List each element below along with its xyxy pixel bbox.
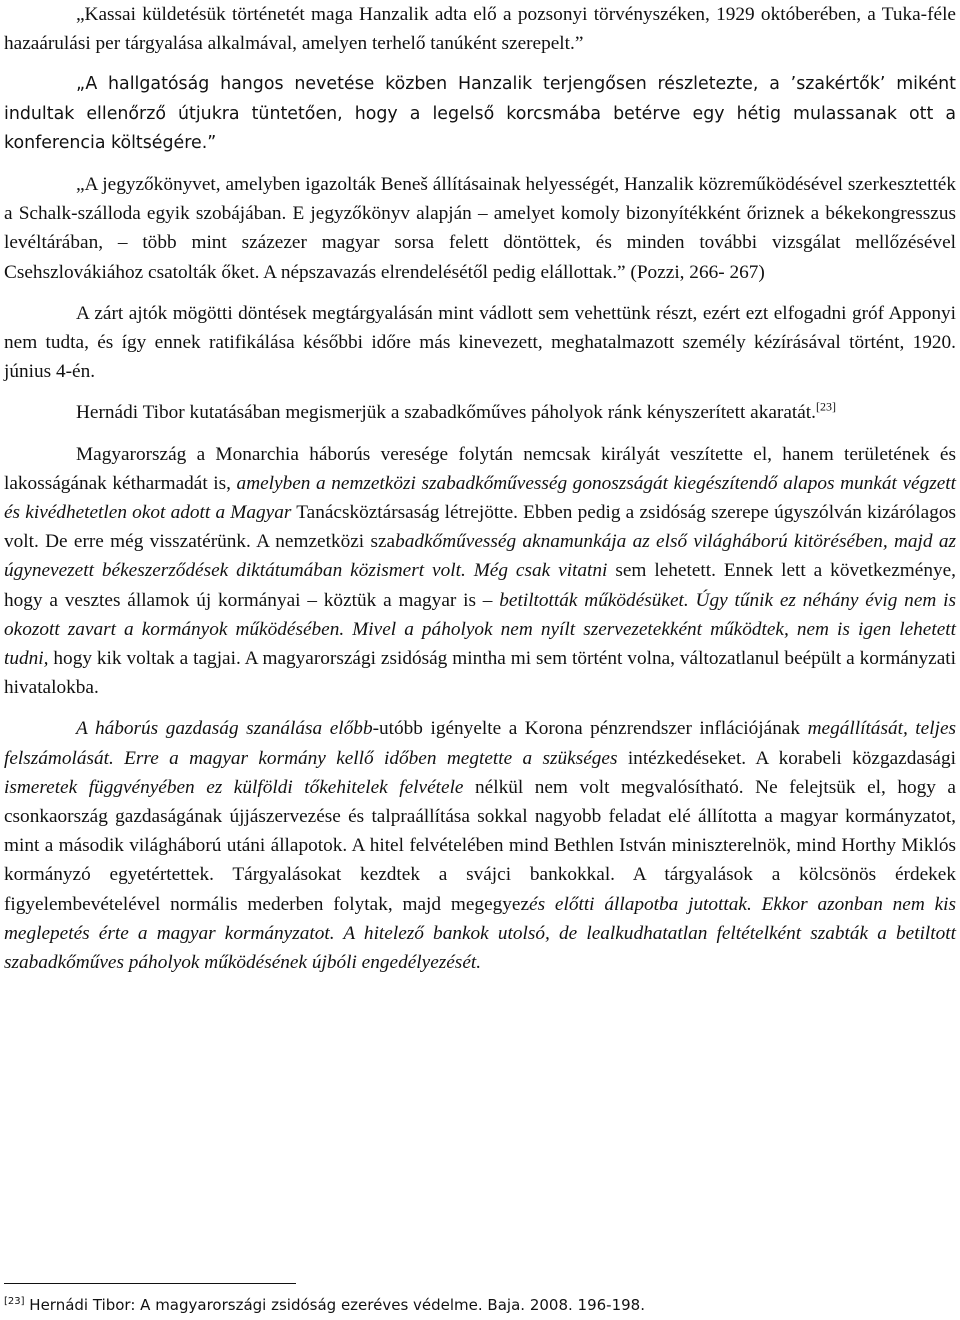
footnote [4,1294,944,1316]
body-paragraph-monarchia [4,440,956,703]
italic-run: megállítását, teljes felszámolását. Erre a magyar kormány kellő időben megtette a szükséges [4,718,956,769]
paragraph-text: Hernádi Tibor kutatásában megismerjük a szabadkőműves páholyok ránk kényszerített akaratát. [76,402,816,424]
text-run: intézkedéseket. A korabeli közgazdasági [617,747,956,769]
footnote-reference[interactable]: [23] [815,400,836,415]
italic-run: badkőművesség aknamunkája az első világháború kitörésében, majd az úgynevezett békeszerződések diktátumában közismert volt. Még csak vitatni [4,531,956,582]
italic-run: és előtti állapotba jutottak. Ekkor azonban nem kis meglepetés érte a magyar kormányzatot. A hitelező bankok utolsó, de lealkudhatatlan feltételként szabták a betiltott szabadkőműves páholyok működésének újbóli engedélyezését. [4,893,957,974]
quote-text: „A jegyzőkönyvet, amelyben igazolták Beneš állításainak helyességét, Hanzalik közreműködésével szerkesztették a Schalk-szálloda egyik szobájában. E jegyzőkönyv alapján – amelyet komoly bizonyítékként őriznek a békekongresszus levéltárában, – több mint százezer magyar sorsa felett döntöttek, és minden további vizsgálat mellőzésével Csehszlovákiához csatolták őket. A népszavazás elrendelésétől pedig elállottak.” [4,174,956,283]
body-paragraph-apponyi: A zárt ajtók mögötti döntések megtárgyalásán mint vádlott sem vehettünk részt, ezért ezt elfogadni gróf Apponyi nem tudta, és így ennek ratifikálása későbbi időre más kinevezett, meghatalmazott személy kézírásával történt, 1920. június 4-én. [4,302,956,383]
text-run: -utóbb igényelte a Korona pénzrendszer inflációjának [372,718,808,740]
text-run: Magyarország a Monarchia háborús veresége folytán nemcsak királyát veszítette el, hanem területének és lakosságának kétharmadát is, [4,443,956,494]
text-run: hogy kik voltak a tagjai. A magyarországi zsidóság mintha mi sem történt volna, változatlanul beépült a kormányzati hivatalokba. [4,648,956,699]
italic-run: A háborús gazdaság szanálása előbb [76,718,373,740]
quote-paragraph-1: „Kassai küldetésük történetét maga Hanzalik adta elő a pozsonyi törvényszéken, 1929 októberében, a Tuka-féle hazaárulási per tárgyalása alkalmával, amelyen terhelő tanúként szerepelt.” [4,4,956,55]
body-paragraph-hernadi [4,398,956,427]
footnote-number: [23] [4,1296,25,1307]
quote-paragraph-2: „A hallgatóság hangos nevetése közben Hanzalik terjengősen részletezte, a ’szakértők’ miként indultak ellenőrző útjukra tüntetően, hogy a legelső korcsmába betérve egy hétig mulassanak ott a konferencia költségére.” [4,74,956,153]
italic-run: amelyben a nemzetközi szabadkőművesség gonoszságát kiegészítendő alapos munkát végzett és kivédhetetlen okot adott a Magyar [4,472,956,524]
italic-run: ismeretek függvényében ez külföldi tőkehitelek felvétele [4,776,464,798]
italic-run: betiltották működésüket. Úgy tűnik ez néhány évig nem is okozott zavart a kormányok működésében. Mivel a páholyok nem nyílt szervezetekként működtek, nem is igen lehetett tudni, [4,589,956,670]
footnote-separator [4,1283,296,1284]
body-paragraph-gazdasag [4,714,956,977]
quote-paragraph-3 [4,170,956,287]
footnote-text: Hernádi Tibor: A magyarországi zsidóság ezeréves védelme. Baja. 2008. 196-198. [24,1296,645,1314]
citation: (Pozzi, 266- 267) [625,261,765,283]
document-page [4,0,956,977]
text-run: Tanácsköztársaság létrejötte. Ebben pedig a zsidóság szerepe úgyszólván kizárólagos volt. De erre még visszatérünk. A nemzetközi sza [4,502,956,553]
text-run: sem lehetett. Ennek lett a következménye, hogy a vesztes államok új kormányai – köztük a magyar is – [4,560,956,611]
text-run: nélkül nem volt megvalósítható. Ne felejtsük el, hogy a csonkaország gazdaságának újjászervezése és talpraállítása sokkal nagyobb feladat elé állította a magyar kormányzatot, mint a második világháború utáni állapotok. A hitel felvételében mind Bethlen István miniszterelnök, mind Horthy Miklós kormányzó egyetértettek. Tárgyalásokat kezdtek a svájci bankokkal. A tárgyalások a kölcsönös érdekek figyelembevételével normális mederben folytak, majd megegyez [4,776,956,915]
